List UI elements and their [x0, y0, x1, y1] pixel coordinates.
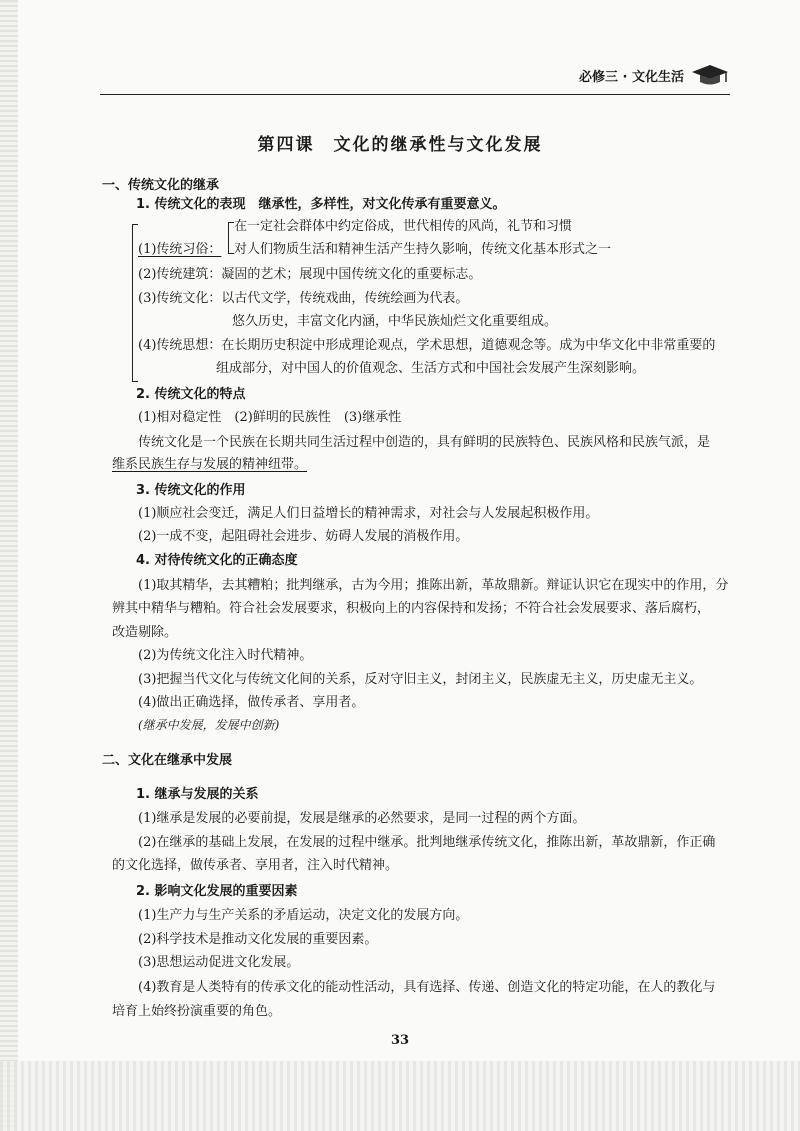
graduation-cap-icon	[690, 62, 730, 88]
text-line: 2. 影响文化发展的重要因素	[136, 884, 298, 899]
text-line: 4. 对待传统文化的正确态度	[136, 553, 298, 568]
section-heading: 一、传统文化的继承	[102, 178, 220, 193]
text-line: 悠久历史，丰富文化内涵，中华民族灿烂文化重要组成。	[232, 314, 558, 329]
text-line: (2)一成不变，起阻碍社会进步、妨碍人发展的消极作用。	[138, 529, 469, 544]
text-line: (3)传统文化：以古代文学，传统戏曲，传统绘画为代表。	[138, 291, 469, 306]
section-heading: 二、文化在继承中发展	[102, 753, 233, 768]
text-line: (3)把握当代文化与传统文化间的关系，反对守旧主义，封闭主义，民族虚无主义，历史虚无主义。	[138, 672, 703, 687]
running-header	[100, 58, 730, 95]
lesson-title: 第四课 文化的继承性与文化发展	[257, 135, 543, 155]
text-line: 在一定社会群体中约定俗成，世代相传的风尚，礼节和习惯	[234, 219, 573, 234]
text-line: (1)取其精华，去其糟粕；批判继承，古为今用；推陈出新，革故鼎新。辩证认识它在现实中的作用，分	[138, 578, 729, 593]
text-line: (2)为传统文化注入时代精神。	[138, 648, 313, 663]
text-line: 辨其中精华与糟粕。符合社会发展要求，积极向上的内容保持和发扬；不符合社会发展要求、落后腐朽，	[112, 601, 711, 616]
text-line: 传统文化是一个民族在长期共同生活过程中创造的，具有鲜明的民族特色、民族风格和民族气派，是	[138, 435, 711, 450]
page-number: 33	[390, 1033, 410, 1048]
text-line: (继承中发展，发展中创新)	[138, 718, 280, 732]
text-line: (4)教育是人类特有的传承文化的能动性活动，具有选择、传递、创造文化的特定功能，在人的教化与	[138, 980, 716, 995]
text-line: (1)相对稳定性 (2)鲜明的民族性 (3)继承性	[138, 410, 402, 425]
text-line: 的文化选择，做传承者、享用者，注入时代精神。	[112, 858, 399, 873]
scan-edge-left	[0, 0, 18, 1131]
text-line: (1)顺应社会变迁，满足人们日益增长的精神需求，对社会与人发展起积极作用。	[138, 506, 599, 521]
text-line: (4)传统思想：在长期历史积淀中形成理论观点，学术思想，道德观念等。成为中华文化中非常重要的	[138, 338, 716, 353]
text-line: (1)生产力与生产关系的矛盾运动，决定文化的发展方向。	[138, 908, 469, 923]
text-line: 对人们物质生活和精神生活产生持久影响，传统文化基本形式之一	[234, 242, 612, 257]
text-line: 3. 传统文化的作用	[136, 483, 246, 498]
text-line: (3)思想运动促进文化发展。	[138, 955, 300, 970]
header-text: 必修三 · 文化生活	[579, 70, 684, 85]
text-line: 1. 传统文化的表现 继承性，多样性，对文化传承有重要意义。	[136, 197, 506, 212]
text-line: (2)科学技术是推动文化发展的重要因素。	[138, 932, 378, 947]
text-line: 维系民族生存与发展的精神纽带。	[112, 457, 308, 472]
text-line: 改造剔除。	[112, 625, 178, 640]
text-line: (2)传统建筑：凝固的艺术；展现中国传统文化的重要标志。	[138, 267, 482, 282]
text-line: (1)继承是发展的必要前提，发展是继承的必然要求，是同一过程的两个方面。	[138, 811, 586, 826]
text-line: 培育上始终扮演重要的角色。	[112, 1004, 282, 1019]
text-line: (1)传统习俗：	[138, 242, 222, 257]
text-line: (2)在继承的基础上发展，在发展的过程中继承。批判地继承传统文化，推陈出新，革故鼎新，作正确	[138, 835, 716, 850]
text-line: 2. 传统文化的特点	[136, 387, 246, 402]
text-line: 1. 继承与发展的关系	[136, 787, 259, 802]
text-line: (4)做出正确选择，做传承者、享用者。	[138, 695, 365, 710]
text-line: 组成部分，对中国人的价值观念、生活方式和中国社会发展产生深刻影响。	[216, 361, 646, 376]
scan-edge-bottom	[0, 1061, 800, 1131]
